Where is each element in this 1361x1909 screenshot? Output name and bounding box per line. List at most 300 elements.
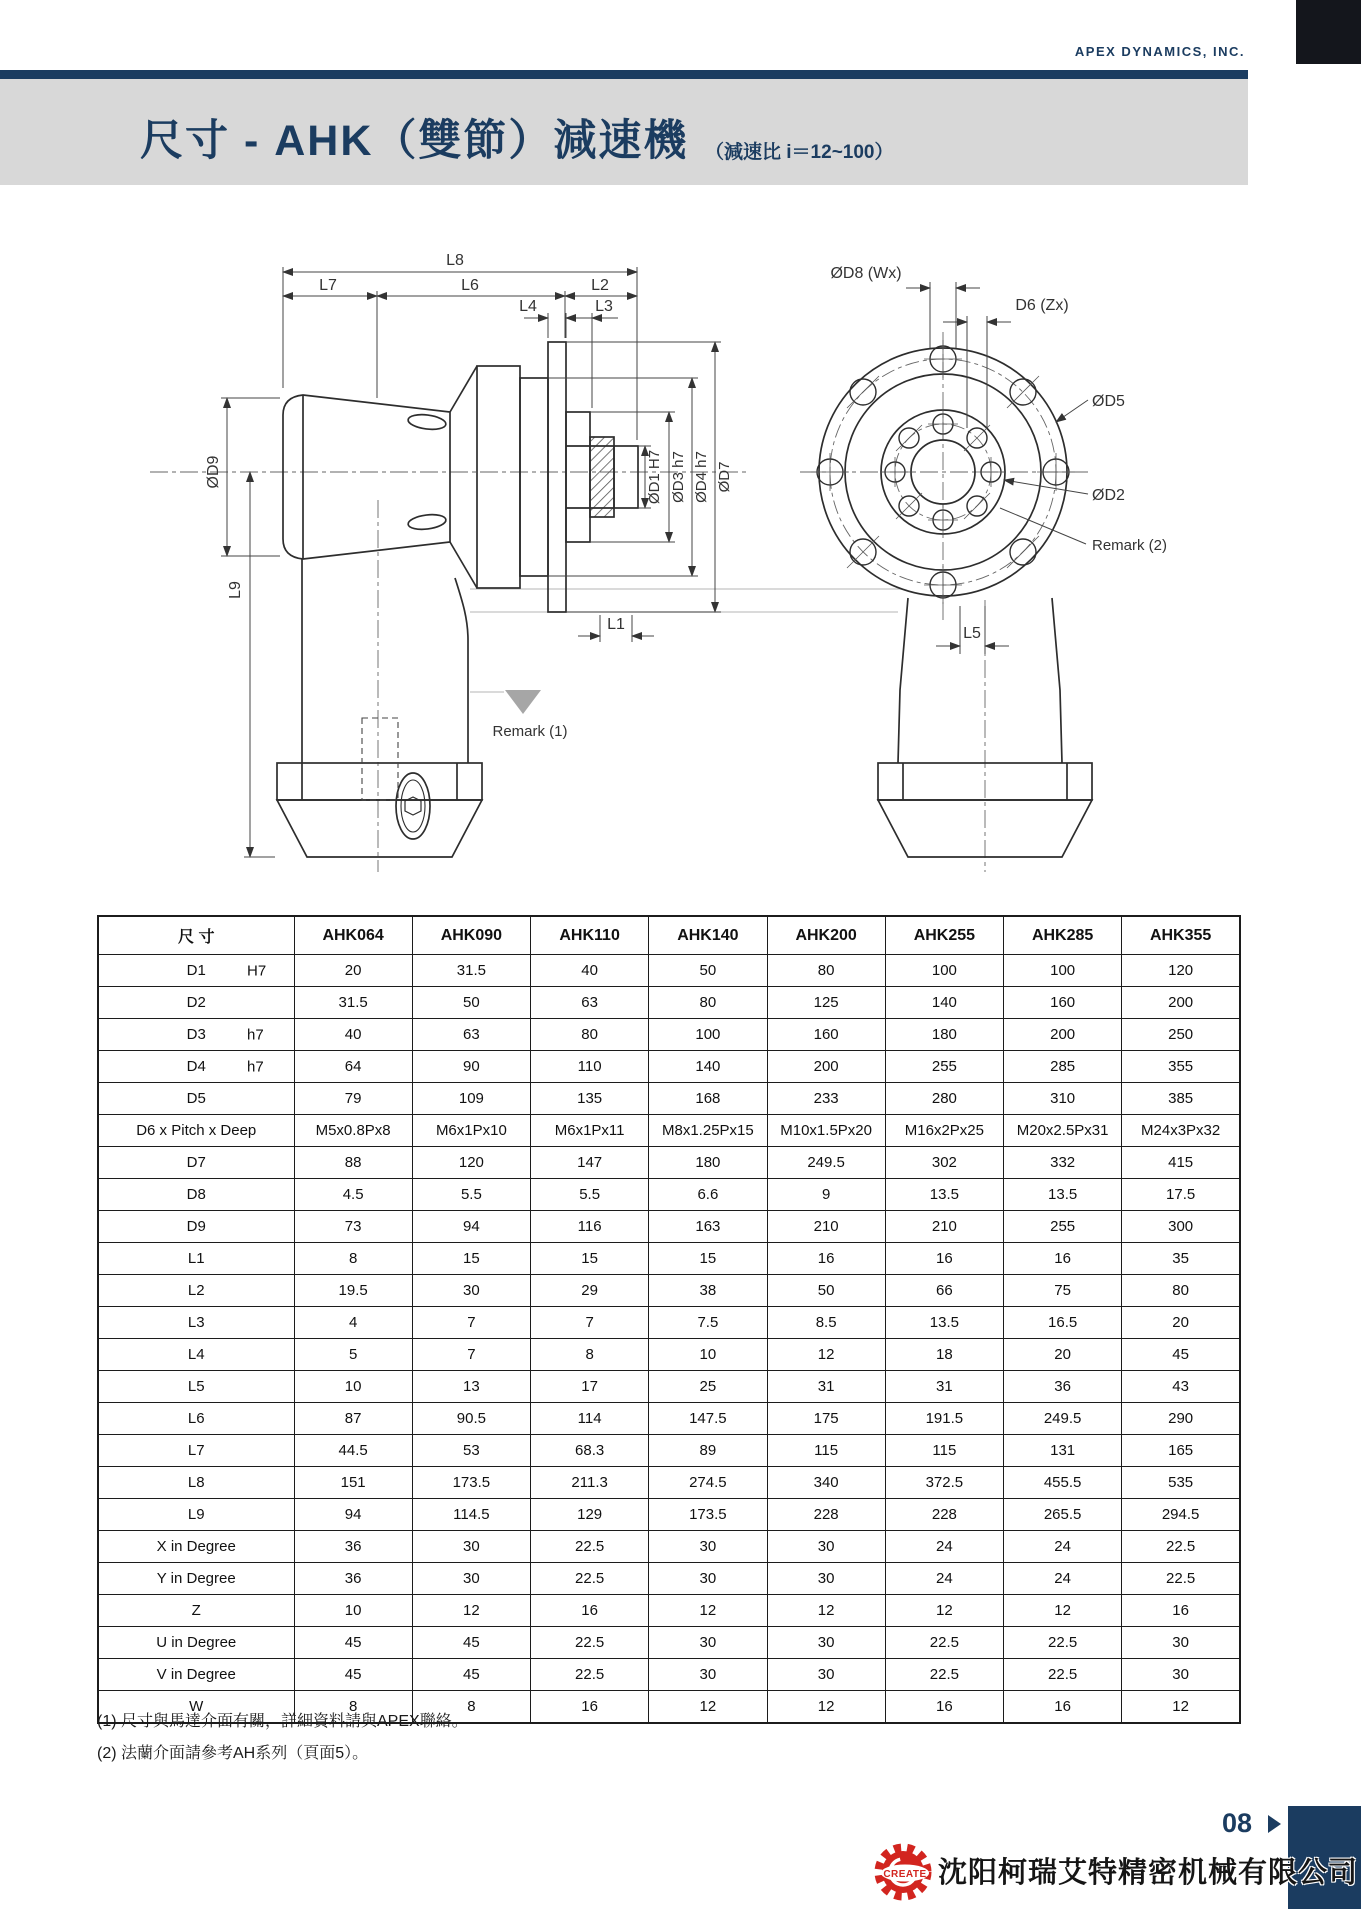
table-cell: 45 (412, 1659, 530, 1691)
table-cell: 22.5 (885, 1659, 1003, 1691)
dim-label-d2: ØD2 (1092, 487, 1125, 504)
table-cell: 30 (1122, 1659, 1240, 1691)
table-cell: 12 (885, 1595, 1003, 1627)
table-cell: 285 (1004, 1051, 1122, 1083)
table-cell: 90.5 (412, 1403, 530, 1435)
table-cell: 22.5 (531, 1627, 649, 1659)
table-cell: M10x1.5Px20 (767, 1115, 885, 1147)
column-header-ahk140: AHK140 (649, 916, 767, 955)
table-cell: 79 (294, 1083, 412, 1115)
table-cell: 31 (767, 1371, 885, 1403)
column-header-ahk090: AHK090 (412, 916, 530, 955)
table-cell: 10 (649, 1339, 767, 1371)
table-cell: 160 (767, 1019, 885, 1051)
footnote-1: (1) 尺寸與馬達介面有關，詳細資料請與APEX聯絡。 (97, 1713, 468, 1730)
table-cell: 7 (531, 1307, 649, 1339)
table-cell: 22.5 (531, 1563, 649, 1595)
table-cell: 114 (531, 1403, 649, 1435)
row-label-text: L1 (187, 1250, 205, 1267)
table-cell: 129 (531, 1499, 649, 1531)
row-label (98, 1659, 294, 1691)
row-label (98, 1435, 294, 1467)
row-label (98, 1499, 294, 1531)
row-label (98, 1595, 294, 1627)
table-cell: 24 (885, 1563, 1003, 1595)
table-row (98, 1627, 1240, 1659)
table-cell: 15 (531, 1243, 649, 1275)
table-cell: 12 (649, 1691, 767, 1724)
table-cell: 30 (412, 1531, 530, 1563)
table-cell: 29 (531, 1275, 649, 1307)
table-row (98, 1307, 1240, 1339)
dim-label-d8: ØD8 (Wx) (830, 265, 902, 282)
bottom-flange (277, 763, 482, 800)
table-cell: 19.5 (294, 1275, 412, 1307)
table-cell: 211.3 (531, 1467, 649, 1499)
page-subtitle: （減速比 i＝12~100） (705, 142, 894, 163)
table-cell: 16 (767, 1243, 885, 1275)
dim-label-l1: L1 (607, 616, 625, 633)
table-cell: 36 (294, 1531, 412, 1563)
dim-label-l7: L7 (319, 277, 337, 294)
row-label-text: D3 (186, 1026, 206, 1043)
row-label-text: D5 (186, 1090, 206, 1107)
table-cell: 12 (649, 1595, 767, 1627)
table-cell: 35 (1122, 1243, 1240, 1275)
table-row (98, 1083, 1240, 1115)
table-cell: 87 (294, 1403, 412, 1435)
row-label (98, 1243, 294, 1275)
row-label-text: X in Degree (156, 1538, 236, 1555)
dim-label-d1: ØD1 H7 (646, 449, 663, 505)
table-cell: 13.5 (885, 1307, 1003, 1339)
table-cell: 120 (412, 1147, 530, 1179)
table-cell: 173.5 (412, 1467, 530, 1499)
row-label-text: V in Degree (156, 1666, 236, 1683)
table-cell: 45 (294, 1627, 412, 1659)
table-cell: 265.5 (1004, 1499, 1122, 1531)
table-row (98, 1499, 1240, 1531)
table-cell: 249.5 (1004, 1403, 1122, 1435)
table-row (98, 1179, 1240, 1211)
table-cell: 20 (1004, 1339, 1122, 1371)
shaft-clamp-hatched (590, 437, 614, 517)
table-cell: 80 (649, 987, 767, 1019)
row-label-text: W (189, 1698, 204, 1715)
table-row (98, 987, 1240, 1019)
hidden-hole-dashed (362, 718, 398, 800)
table-cell: 38 (649, 1275, 767, 1307)
table-row (98, 1467, 1240, 1499)
front-view-dimensions (906, 282, 1088, 654)
row-label (98, 955, 294, 987)
table-row (98, 1243, 1240, 1275)
column-header-ahk064: AHK064 (294, 916, 412, 955)
table-cell: 20 (1122, 1307, 1240, 1339)
table-cell: 40 (531, 955, 649, 987)
table-cell: M8x1.25Px15 (649, 1115, 767, 1147)
table-cell: 8 (412, 1691, 530, 1724)
table-row (98, 1371, 1240, 1403)
table-cell: 109 (412, 1083, 530, 1115)
table-cell: 24 (1004, 1531, 1122, 1563)
table-cell: 30 (767, 1659, 885, 1691)
table-cell: 180 (649, 1147, 767, 1179)
table-cell: 30 (767, 1531, 885, 1563)
table-corner-header: 尺 寸 (98, 916, 294, 955)
logo-text: CREATE (883, 1869, 927, 1880)
row-label-text: L9 (187, 1506, 205, 1523)
table-cell: 63 (531, 987, 649, 1019)
table-cell: 210 (767, 1211, 885, 1243)
table-cell: 30 (649, 1627, 767, 1659)
table-cell: 16 (531, 1691, 649, 1724)
table-cell: 16 (885, 1691, 1003, 1724)
table-cell: 8.5 (767, 1307, 885, 1339)
table-cell: 372.5 (885, 1467, 1003, 1499)
row-label (98, 1179, 294, 1211)
row-label-text: L2 (187, 1282, 205, 1299)
column-header-ahk285: AHK285 (1004, 916, 1122, 955)
row-label-text: D4 (186, 1058, 206, 1075)
table-cell: 22.5 (1122, 1531, 1240, 1563)
table-cell: 22.5 (1004, 1627, 1122, 1659)
table-cell: 12 (767, 1691, 885, 1724)
table-cell: 7.5 (649, 1307, 767, 1339)
row-label (98, 1467, 294, 1499)
table-cell: 140 (649, 1051, 767, 1083)
table-cell: 160 (1004, 987, 1122, 1019)
table-cell: 94 (412, 1211, 530, 1243)
table-cell: 36 (294, 1563, 412, 1595)
row-label-text: Z (191, 1602, 201, 1619)
table-cell: 4 (294, 1307, 412, 1339)
table-cell: 94 (294, 1499, 412, 1531)
table-cell: 175 (767, 1403, 885, 1435)
row-label-text: Y in Degree (156, 1570, 236, 1587)
table-cell: 13 (412, 1371, 530, 1403)
table-cell: 22.5 (1004, 1659, 1122, 1691)
table-cell: 50 (412, 987, 530, 1019)
row-label-text: D1 (186, 962, 206, 979)
table-cell: 151 (294, 1467, 412, 1499)
table-row (98, 1435, 1240, 1467)
table-cell: 115 (885, 1435, 1003, 1467)
table-cell: 12 (1122, 1691, 1240, 1724)
table-cell: 173.5 (649, 1499, 767, 1531)
row-label-text: L6 (187, 1410, 205, 1427)
table-cell: 125 (767, 987, 885, 1019)
table-cell: 30 (649, 1531, 767, 1563)
dim-label-l3: L3 (595, 298, 613, 315)
table-cell: M20x2.5Px31 (1004, 1115, 1122, 1147)
table-cell: 22.5 (531, 1531, 649, 1563)
table-cell: 249.5 (767, 1147, 885, 1179)
table-cell: 30 (767, 1563, 885, 1595)
table-cell: 340 (767, 1467, 885, 1499)
table-cell: 9 (767, 1179, 885, 1211)
table-cell: M6x1Px11 (531, 1115, 649, 1147)
table-cell: 31.5 (412, 955, 530, 987)
table-cell: 16 (1122, 1595, 1240, 1627)
table-cell: 68.3 (531, 1435, 649, 1467)
table-cell: 44.5 (294, 1435, 412, 1467)
row-label-text: L7 (187, 1442, 205, 1459)
table-cell: 22.5 (531, 1659, 649, 1691)
table-cell: 163 (649, 1211, 767, 1243)
row-label (98, 1275, 294, 1307)
table-cell: 310 (1004, 1083, 1122, 1115)
company-header: APEX DYNAMICS, INC. (1074, 44, 1245, 59)
row-label-text: D8 (186, 1186, 206, 1203)
table-cell: 17.5 (1122, 1179, 1240, 1211)
row-label (98, 1051, 294, 1083)
table-cell: 63 (412, 1019, 530, 1051)
table-cell: 53 (412, 1435, 530, 1467)
table-cell: 50 (767, 1275, 885, 1307)
table-header (98, 916, 1240, 955)
table-cell: 7 (412, 1339, 530, 1371)
table-cell: 274.5 (649, 1467, 767, 1499)
table-cell: 290 (1122, 1403, 1240, 1435)
table-cell: 228 (767, 1499, 885, 1531)
gear-logo-icon (874, 1842, 932, 1904)
footnote-2: (2) 法蘭介面請參考AH系列（頁面5）。 (97, 1745, 369, 1762)
row-label-text: D9 (186, 1218, 206, 1235)
row-label (98, 1627, 294, 1659)
table-cell: 31.5 (294, 987, 412, 1019)
table-cell: 100 (1004, 955, 1122, 987)
footnotes (97, 1706, 468, 1770)
table-cell: 120 (1122, 955, 1240, 987)
dim-label-l4: L4 (519, 298, 537, 315)
table-cell: 250 (1122, 1019, 1240, 1051)
table-cell: M16x2Px25 (885, 1115, 1003, 1147)
row-label (98, 1147, 294, 1179)
table-row (98, 1147, 1240, 1179)
table-cell: 385 (1122, 1083, 1240, 1115)
table-cell: 64 (294, 1051, 412, 1083)
table-cell: 12 (412, 1595, 530, 1627)
table-row (98, 1563, 1240, 1595)
table-cell: 50 (649, 955, 767, 987)
table-cell: 22.5 (1122, 1563, 1240, 1595)
table-cell: 200 (1004, 1019, 1122, 1051)
table-cell: 6.6 (649, 1179, 767, 1211)
table-cell: 115 (767, 1435, 885, 1467)
table-cell: 10 (294, 1595, 412, 1627)
table-cell: 294.5 (1122, 1499, 1240, 1531)
company-name: 沈阳柯瑞艾特精密机械有限公司 (938, 1857, 1359, 1889)
row-label (98, 1531, 294, 1563)
table-row (98, 1275, 1240, 1307)
dim-label-l5: L5 (963, 625, 981, 642)
dim-label-d9: ØD9 (205, 455, 222, 489)
table-cell: 80 (767, 955, 885, 987)
dim-label-d6: D6 (Zx) (1015, 297, 1069, 314)
dim-label-l9: L9 (227, 581, 244, 599)
row-label (98, 1083, 294, 1115)
dim-label-d5: ØD5 (1092, 393, 1125, 410)
table-cell: 16 (1004, 1691, 1122, 1724)
table-cell: 30 (649, 1659, 767, 1691)
table-cell: 36 (1004, 1371, 1122, 1403)
table-cell: 302 (885, 1147, 1003, 1179)
table-cell: 16 (1004, 1243, 1122, 1275)
center-lines (150, 332, 1092, 872)
table-cell: 165 (1122, 1435, 1240, 1467)
row-label (98, 1563, 294, 1595)
table-cell: 135 (531, 1083, 649, 1115)
table-cell: 7 (412, 1307, 530, 1339)
side-view-dimensions (221, 267, 721, 857)
row-label-text: L8 (187, 1474, 205, 1491)
page-arrow-icon (1268, 1815, 1281, 1833)
row-label-text: L3 (187, 1314, 205, 1331)
table-cell: 455.5 (1004, 1467, 1122, 1499)
table-cell: 180 (885, 1019, 1003, 1051)
table-cell: 4.5 (294, 1179, 412, 1211)
table-cell: 17 (531, 1371, 649, 1403)
table-row (98, 1051, 1240, 1083)
table-cell: 40 (294, 1019, 412, 1051)
table-row (98, 955, 1240, 987)
table-cell: 66 (885, 1275, 1003, 1307)
table-row (98, 1019, 1240, 1051)
dim-label-l8: L8 (446, 252, 464, 269)
dim-label-l6: L6 (461, 277, 479, 294)
projection-lines (470, 589, 902, 692)
row-label-text: D2 (186, 994, 206, 1011)
row-label-text: D7 (186, 1154, 206, 1171)
page-number: 08 (1222, 1808, 1253, 1838)
row-label (98, 1115, 294, 1147)
dim-label-d4: ØD4 h7 (693, 451, 710, 503)
table-cell: 31 (885, 1371, 1003, 1403)
table-cell: M24x3Px32 (1122, 1115, 1240, 1147)
table-cell: M5x0.8Px8 (294, 1115, 412, 1147)
table-cell: 12 (767, 1595, 885, 1627)
row-label-text: U in Degree (156, 1634, 237, 1651)
row-label (98, 1339, 294, 1371)
dim-label-d3: ØD3 h7 (670, 451, 687, 503)
table-cell: 280 (885, 1083, 1003, 1115)
table-cell: 45 (412, 1627, 530, 1659)
table-cell: 22.5 (885, 1627, 1003, 1659)
table-cell: 25 (649, 1371, 767, 1403)
table-cell: 43 (1122, 1371, 1240, 1403)
row-label (98, 1307, 294, 1339)
row-label-text: L5 (187, 1378, 205, 1395)
table-cell: 100 (649, 1019, 767, 1051)
table-cell: 13.5 (885, 1179, 1003, 1211)
dimensions-table (97, 915, 1241, 1724)
table-cell: 24 (1004, 1563, 1122, 1595)
table-cell: 30 (412, 1563, 530, 1595)
table-cell: 140 (885, 987, 1003, 1019)
row-tolerance: H7 (247, 962, 267, 979)
corner-tab (1296, 0, 1361, 64)
table-cell: 73 (294, 1211, 412, 1243)
column-header-ahk200: AHK200 (767, 916, 885, 955)
table-cell: 5 (294, 1339, 412, 1371)
dim-label-d7: ØD7 (716, 461, 733, 493)
table-cell: 45 (1122, 1339, 1240, 1371)
row-label (98, 1403, 294, 1435)
table-row (98, 1211, 1240, 1243)
table-cell: 332 (1004, 1147, 1122, 1179)
table-cell: 88 (294, 1147, 412, 1179)
table-cell: 5.5 (531, 1179, 649, 1211)
table-row (98, 1115, 1240, 1147)
table-cell: 5.5 (412, 1179, 530, 1211)
table-cell: 8 (531, 1339, 649, 1371)
table-cell: 255 (1004, 1211, 1122, 1243)
table-cell: 168 (649, 1083, 767, 1115)
row-label (98, 1371, 294, 1403)
output-flange (548, 342, 566, 612)
table-cell: 15 (649, 1243, 767, 1275)
row-label-text: L4 (187, 1346, 205, 1363)
table-cell: 16.5 (1004, 1307, 1122, 1339)
table-cell: 80 (1122, 1275, 1240, 1307)
remark1-label: Remark (1) (492, 723, 568, 740)
row-label-text: D6 x Pitch x Deep (136, 1122, 257, 1139)
table-cell: 228 (885, 1499, 1003, 1531)
create-logo (874, 1842, 932, 1909)
table-row (98, 1403, 1240, 1435)
side-view-outline (277, 342, 638, 857)
table-cell: 355 (1122, 1051, 1240, 1083)
table-cell: 13.5 (1004, 1179, 1122, 1211)
row-label (98, 987, 294, 1019)
table-cell: 100 (885, 955, 1003, 987)
table-row (98, 1659, 1240, 1691)
table-cell: 131 (1004, 1435, 1122, 1467)
table-cell: 45 (294, 1659, 412, 1691)
table-cell: 415 (1122, 1147, 1240, 1179)
technical-drawings (0, 170, 1361, 910)
row-tolerance: h7 (247, 1058, 264, 1075)
table-cell: 116 (531, 1211, 649, 1243)
table-cell: 15 (412, 1243, 530, 1275)
dim-label-l2: L2 (591, 277, 609, 294)
table-cell: 8 (294, 1691, 412, 1724)
table-cell: 18 (885, 1339, 1003, 1371)
table-cell: 16 (531, 1595, 649, 1627)
table-body (98, 955, 1240, 1724)
column-header-ahk355: AHK355 (1122, 916, 1240, 955)
table-cell: 80 (531, 1019, 649, 1051)
table-row (98, 1339, 1240, 1371)
row-label (98, 1211, 294, 1243)
table-cell: 30 (1122, 1627, 1240, 1659)
table-cell: 110 (531, 1051, 649, 1083)
table-cell: 147.5 (649, 1403, 767, 1435)
table-cell: 535 (1122, 1467, 1240, 1499)
table-cell: 147 (531, 1147, 649, 1179)
remark2-label: Remark (2) (1092, 537, 1168, 554)
table-cell: 30 (767, 1627, 885, 1659)
table-cell: 12 (767, 1339, 885, 1371)
table-cell: 24 (885, 1531, 1003, 1563)
table-cell: 200 (1122, 987, 1240, 1019)
remark1-marker-icon (505, 690, 541, 714)
table-cell: 75 (1004, 1275, 1122, 1307)
table-cell: 8 (294, 1243, 412, 1275)
table-cell: 10 (294, 1371, 412, 1403)
row-tolerance: h7 (247, 1026, 264, 1043)
